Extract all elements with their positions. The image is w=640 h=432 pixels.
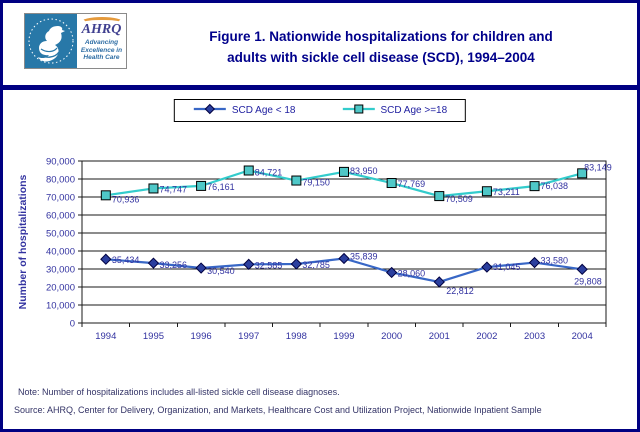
- square-marker-icon: [482, 187, 491, 196]
- hhs-eagle-icon: [25, 14, 77, 68]
- data-label: 83,950: [350, 165, 378, 176]
- x-tick-label: 2004: [571, 331, 593, 342]
- x-tick-label: 2002: [476, 331, 498, 342]
- x-tick-label: 1998: [285, 331, 307, 342]
- y-axis-title: Number of hospitalizations: [17, 174, 29, 310]
- data-label: 30,540: [207, 266, 235, 277]
- data-label: 76,038: [540, 181, 569, 192]
- y-tick-label: 30,000: [45, 264, 75, 276]
- square-marker-icon: [435, 192, 444, 201]
- data-label: 84,721: [254, 167, 283, 178]
- square-marker-icon: [341, 103, 375, 118]
- x-tick-label: 1997: [238, 331, 260, 342]
- y-tick-label: 80,000: [45, 174, 75, 186]
- figure-title-line2: adults with sickle cell disease (SCD), 1994–2004: [227, 50, 535, 65]
- data-label: 77,769: [397, 179, 426, 190]
- figure-title: [138, 26, 624, 68]
- data-label: 33,580: [540, 255, 569, 266]
- chart-legend: [174, 99, 466, 122]
- square-marker-icon: [340, 167, 349, 176]
- y-tick-label: 50,000: [45, 228, 75, 240]
- square-marker-icon: [197, 181, 206, 190]
- note-text: Note: Number of hospitalizations includes all-listed sickle cell disease diagnoses.: [18, 387, 340, 397]
- y-tick-label: 10,000: [45, 300, 75, 312]
- x-tick-label: 1994: [95, 331, 117, 342]
- legend-item-scd-under-18: [193, 103, 296, 118]
- data-label: 83,149: [584, 162, 612, 173]
- data-label: 79,150: [302, 177, 330, 188]
- data-label: 70,509: [445, 194, 473, 205]
- square-marker-icon: [292, 176, 301, 185]
- data-label: 76,161: [207, 181, 235, 192]
- data-label: 70,936: [111, 194, 140, 205]
- data-label: 33,256: [159, 260, 187, 271]
- source-text: Source: AHRQ, Center for Delivery, Organization, and Markets, Healthcare Cost and Utilization Project, Nationwide Inpatient Sample: [14, 405, 542, 415]
- legend-label: SCD Age < 18: [231, 105, 296, 116]
- figure-title-line1: Figure 1. Nationwide hospitalizations for children and: [209, 29, 553, 44]
- data-label: 22,812: [446, 285, 474, 296]
- x-tick-label: 1996: [190, 331, 212, 342]
- y-tick-label: 0: [69, 318, 75, 330]
- line-chart: [0, 140, 640, 368]
- y-tick-label: 90,000: [45, 156, 75, 168]
- diamond-marker-icon: [193, 103, 227, 118]
- data-label: 31,045: [492, 262, 521, 273]
- ahrq-tagline: Advancing Excellence in Health Care: [80, 39, 123, 61]
- data-label: 32,585: [254, 260, 283, 271]
- square-marker-icon: [149, 184, 158, 193]
- y-tick-label: 60,000: [45, 210, 75, 222]
- x-tick-label: 2001: [428, 331, 450, 342]
- legend-label: SCD Age >=18: [380, 105, 448, 116]
- square-marker-icon: [387, 179, 396, 188]
- data-label: 74,747: [159, 184, 187, 195]
- header-divider: [3, 85, 637, 90]
- data-label: 35,839: [350, 251, 378, 262]
- data-label: 28,060: [397, 268, 426, 279]
- data-label: 73,211: [492, 187, 520, 198]
- data-label: 35,434: [111, 255, 140, 266]
- square-marker-icon: [530, 182, 539, 191]
- x-tick-label: 1995: [142, 331, 165, 342]
- ahrq-logo: [77, 14, 126, 68]
- legend-item-scd-18-plus: [341, 103, 447, 118]
- x-tick-label: 2003: [523, 331, 546, 342]
- x-tick-label: 1999: [333, 331, 355, 342]
- hhs-logo: [25, 14, 77, 68]
- y-tick-label: 70,000: [45, 192, 75, 204]
- x-tick-label: 2000: [381, 331, 403, 342]
- data-label: 29,808: [574, 276, 602, 287]
- square-marker-icon: [244, 166, 253, 175]
- y-tick-label: 20,000: [45, 282, 75, 294]
- y-tick-label: 40,000: [45, 246, 75, 258]
- agency-logo-block: [24, 13, 127, 69]
- square-marker-icon: [101, 191, 110, 200]
- data-label: 32,785: [302, 259, 330, 270]
- ahrq-logo-text: AHRQ: [81, 22, 122, 37]
